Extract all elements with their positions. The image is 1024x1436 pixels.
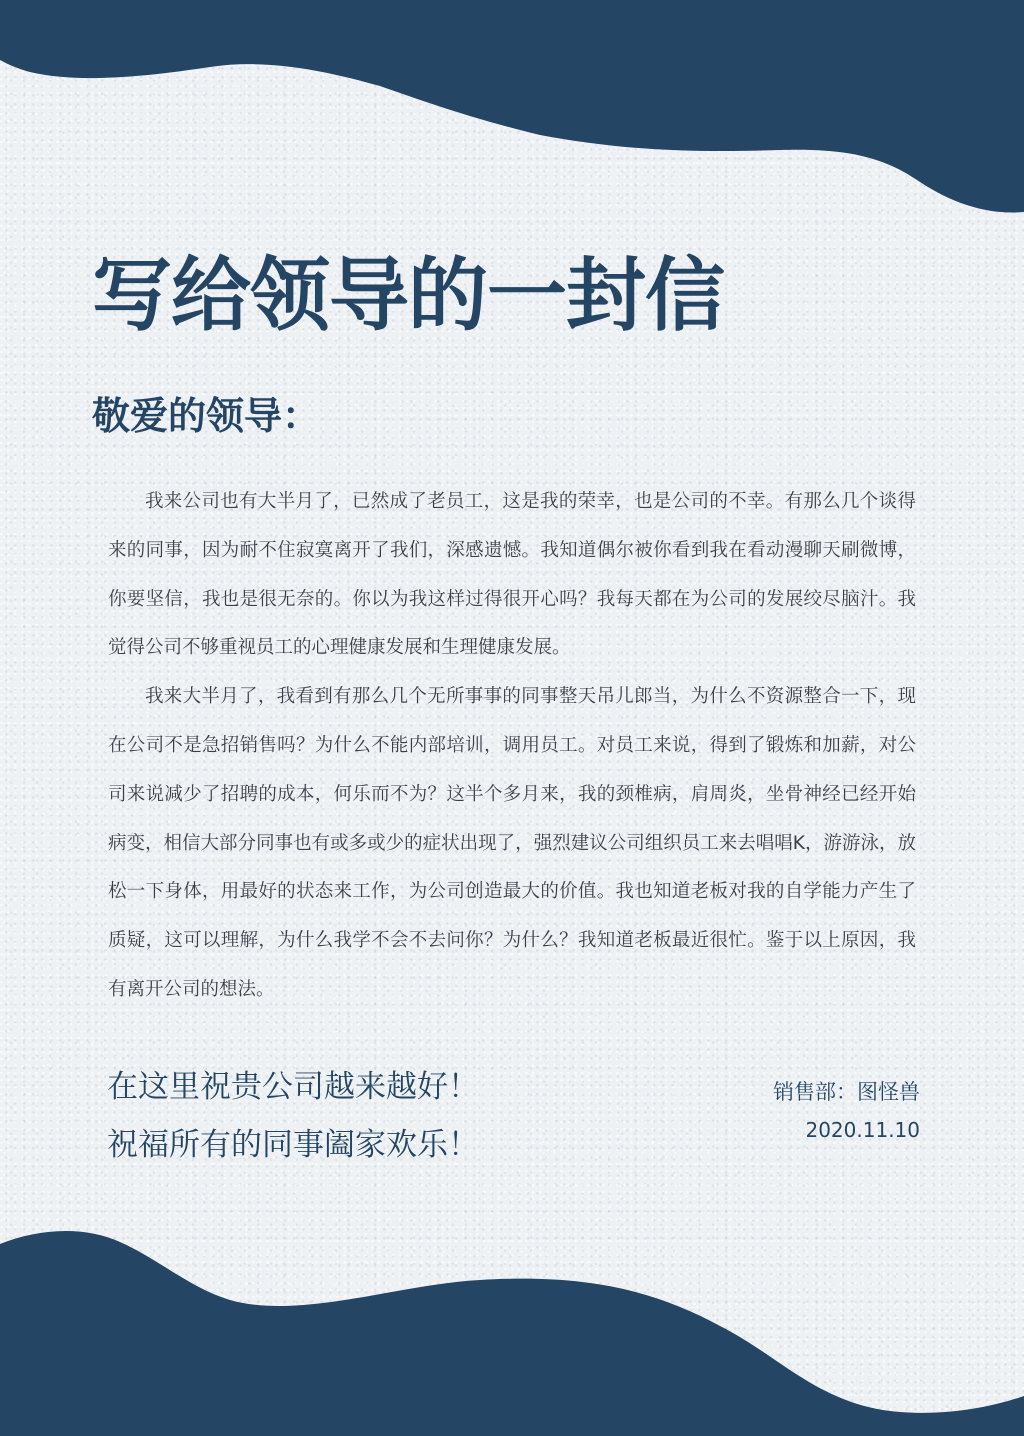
body-paragraph-1: 我来公司也有大半月了，已然成了老员工，这是我的荣幸，也是公司的不幸。有那么几个谈得来的同事，因为耐不住寂寞离开了我们，深感遗憾。我知道偶尔被你看到我在看动漫聊天刷微博，你要坚信，我也是很无奈的。你以为我这样过得很开心吗？我每天都在为公司的发展绞尽脑汁。我觉得公司不够重视员工的心理健康发展和生理健康发展。	[108, 491, 916, 659]
letter-body	[108, 478, 916, 1015]
bottom-wave-shape	[0, 1231, 1024, 1436]
closing-wishes	[107, 1058, 479, 1174]
closing-line-1: 在这里祝贵公司越来越好！	[107, 1069, 479, 1105]
bottom-wave-decoration	[0, 1216, 1024, 1436]
letter-title: 写给领导的一封信	[92, 248, 724, 342]
signature-block	[773, 1073, 920, 1149]
signature-department: 销售部：图怪兽	[773, 1080, 920, 1104]
body-paragraph-2: 我来大半月了，我看到有那么几个无所事事的同事整天吊儿郎当，为什么不资源整合一下，现在公司不是急招销售吗？为什么不能内部培训，调用员工。对员工来说，得到了锻炼和加薪，对公司来说减少了招聘的成本，何乐而不为？这半个多月来，我的颈椎病，肩周炎，坐骨神经已经开始病变，相信大部分同事也有或多或少的症状出现了，强烈建议公司组织员工来去唱唱K，游游泳，放松一下身体，用最好的状态来工作，为公司创造最大的价值。我也知道老板对我的自学能力产生了质疑，这可以理解，为什么我学不会不去问你？为什么？我知道老板最近很忙。鉴于以上原因，我有离开公司的想法。	[108, 686, 916, 1000]
top-wave-decoration	[0, 0, 1024, 220]
closing-line-2: 祝福所有的同事阖家欢乐！	[107, 1127, 479, 1163]
signature-date: 2020.11.10	[805, 1118, 920, 1142]
top-wave-shape	[0, 0, 1024, 213]
salutation: 敬爱的领导：	[92, 394, 321, 438]
